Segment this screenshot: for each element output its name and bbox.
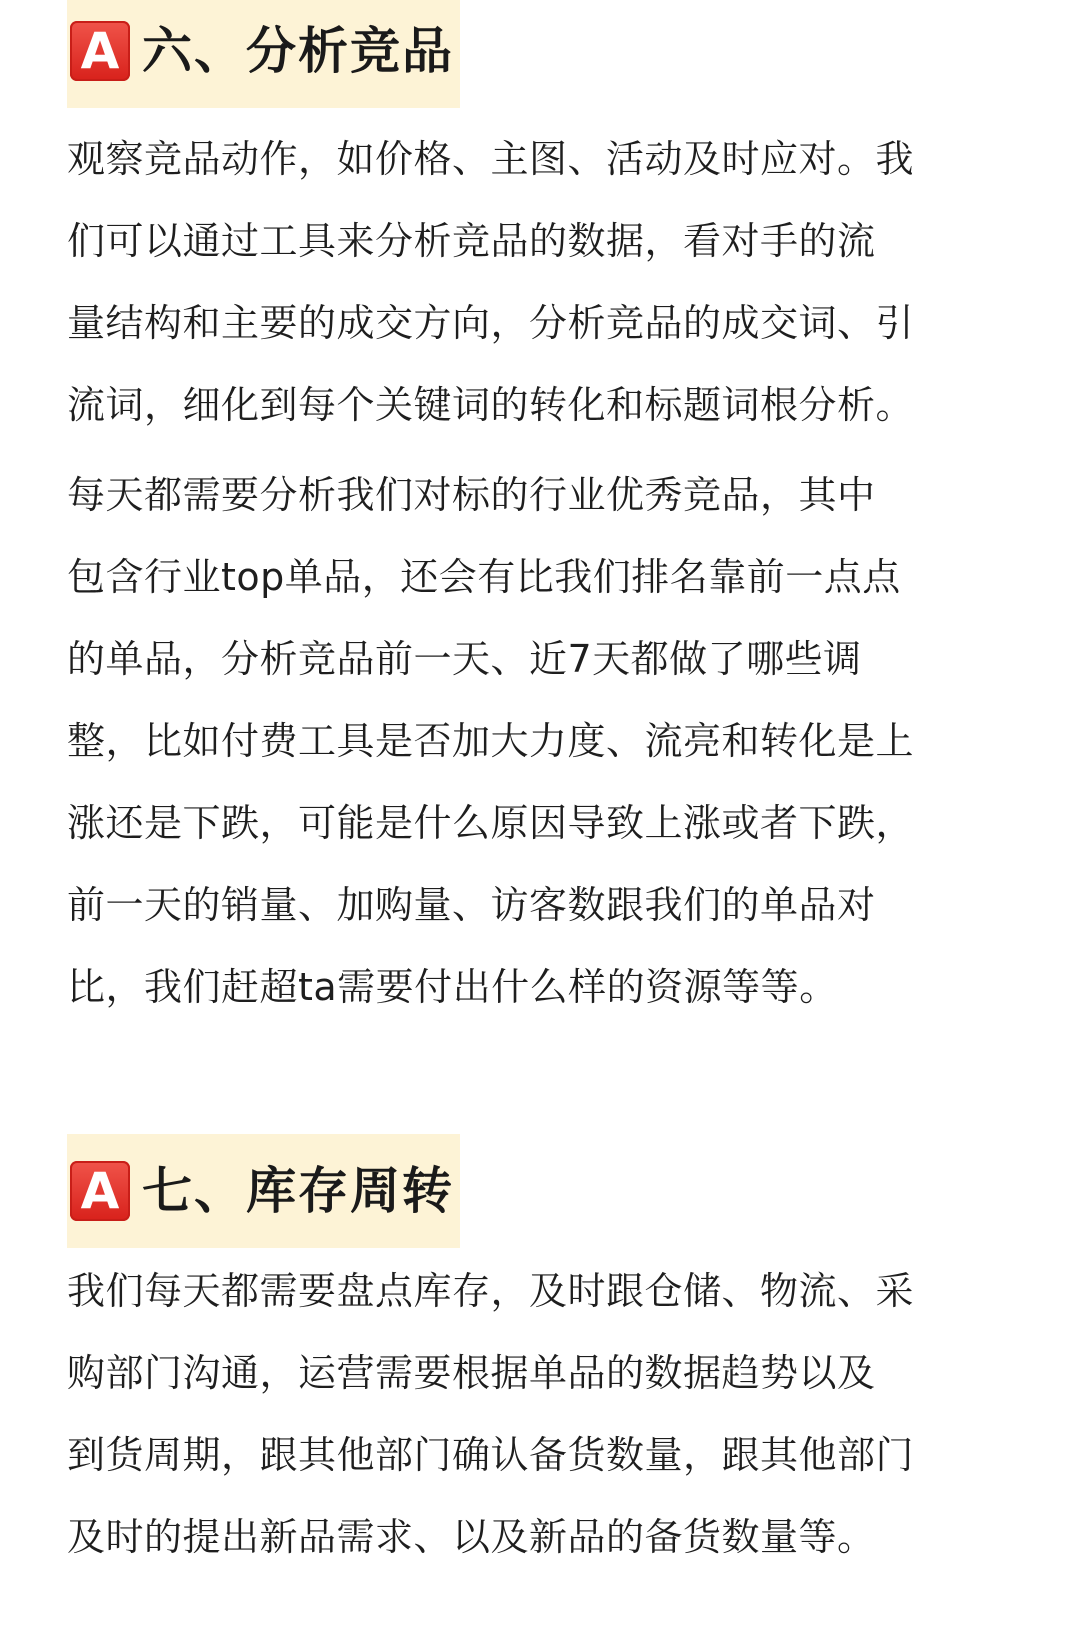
text-line: 的单品，分析竞品前一天、近7天都做了哪些调 (67, 637, 862, 681)
text-line: 到货周期，跟其他部门确认备货数量，跟其他部门 (67, 1433, 915, 1477)
letter-a-badge-icon: A (70, 1161, 130, 1221)
letter-a-badge-icon: A (70, 21, 130, 81)
text-line: 及时的提出新品需求、以及新品的备货数量等。 (67, 1515, 876, 1559)
paragraph (67, 1250, 1027, 1578)
text-line: 量结构和主要的成交方向，分析竞品的成交词、引 (67, 301, 915, 345)
paragraph (67, 118, 1027, 446)
section-title: 六、分析竞品 (142, 22, 454, 80)
paragraph (67, 454, 1027, 1028)
text-line: 们可以通过工具来分析竞品的数据，看对手的流 (67, 219, 876, 263)
text-line: 前一天的销量、加购量、访客数跟我们的单品对 (67, 883, 876, 927)
text-line: 整，比如付费工具是否加大力度、流亮和转化是上 (67, 719, 915, 763)
section-heading (67, 0, 460, 108)
section-title: 七、库存周转 (142, 1162, 454, 1220)
text-line: 比，我们赶超ta需要付出什么样的资源等等。 (67, 965, 838, 1009)
text-line: 购部门沟通，运营需要根据单品的数据趋势以及 (67, 1351, 876, 1395)
text-line: 包含行业top单品，还会有比我们排名靠前一点点 (67, 555, 901, 599)
text-line: 观察竞品动作，如价格、主图、活动及时应对。我 (67, 137, 915, 181)
text-line: 每天都需要分析我们对标的行业优秀竞品，其中 (67, 473, 876, 517)
section-heading (67, 1134, 460, 1248)
text-line: 涨还是下跌，可能是什么原因导致上涨或者下跌， (67, 801, 915, 845)
text-line: 我们每天都需要盘点库存，及时跟仓储、物流、采 (67, 1269, 915, 1313)
text-line: 流词，细化到每个关键词的转化和标题词根分析。 (67, 383, 915, 427)
